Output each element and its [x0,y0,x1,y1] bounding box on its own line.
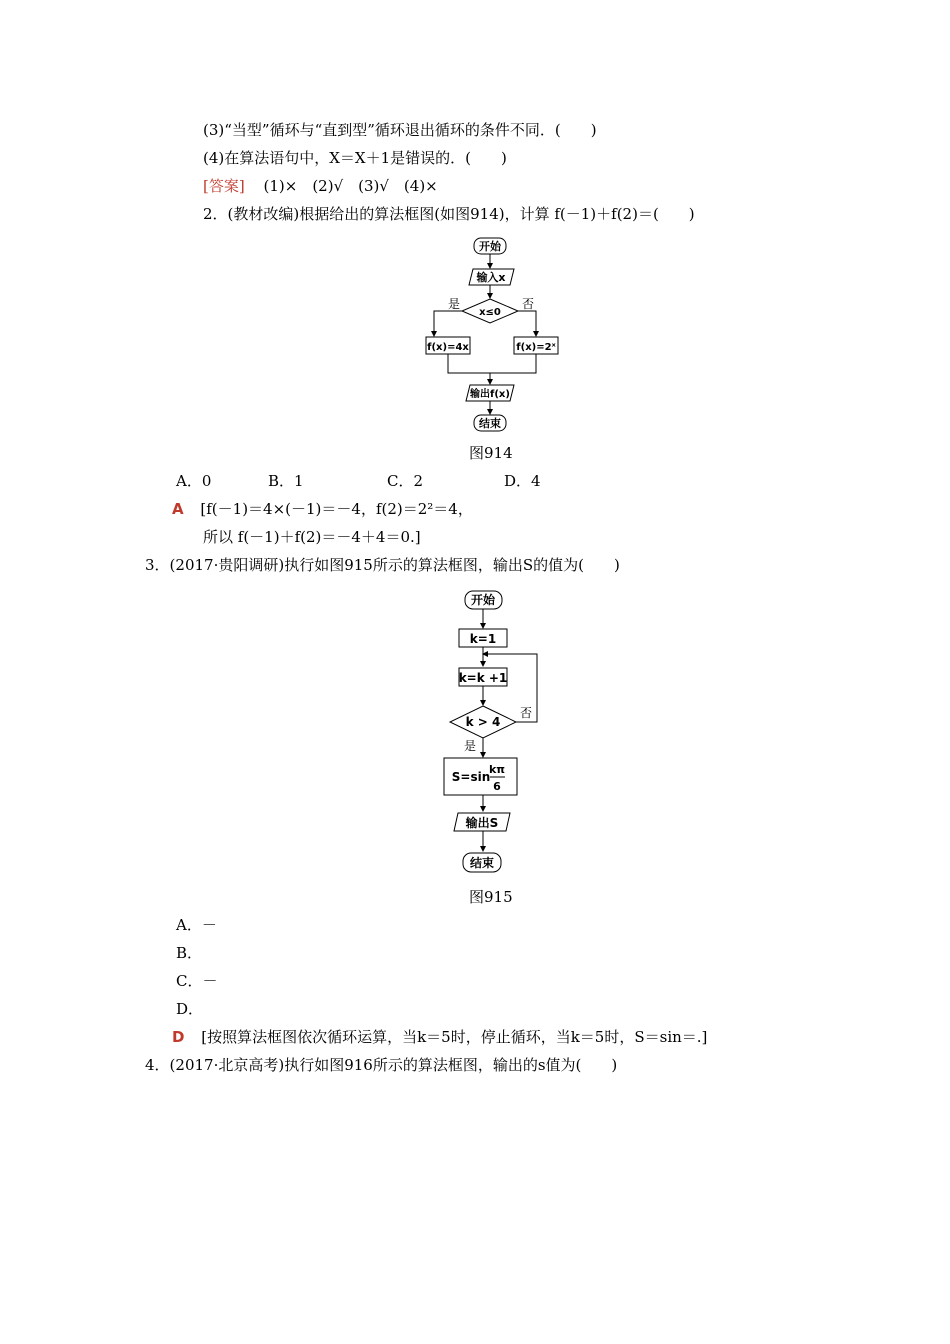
q2-option-c: C．2 [387,472,424,490]
output-label: 输出f(x) [470,389,510,400]
figure-914-caption: 图914 [469,444,513,462]
answer-label: [答案] [203,177,245,195]
no-label: 否 [519,706,533,720]
start-label: 开始 [479,240,501,253]
output-label: 输出S [465,816,499,830]
yes-label: 是 [463,739,477,753]
q3-option-a: A．－ [176,916,217,934]
q3-stem: 3．(2017·贵阳调研)执行如图915所示的算法框图，输出S的值为( ) [145,556,620,574]
q3-option-b: B． [176,944,203,962]
q3-solution-text: [按照算法框图依次循环运算，当k＝5时，停止循环，当k＝5时，S＝sin＝.] [201,1028,708,1046]
condition-label: k > 4 [465,715,501,729]
figure-915-caption: 图915 [469,888,513,906]
q2-answer-letter: A [172,500,184,518]
init-label: k=1 [469,632,497,646]
frac-denominator: 6 [493,780,501,793]
input-label: 输入x [476,271,506,284]
q1-answer [203,176,438,196]
no-label: 否 [521,297,535,311]
start-label: 开始 [470,593,496,607]
q4-stem: 4．(2017·北京高考)执行如图916所示的算法框图，输出的s值为( ) [145,1056,618,1074]
answer-text: (1)× (2)√ (3)√ (4)× [263,177,438,195]
end-label: 结束 [479,417,501,430]
assign-prefix: S=sin [451,770,491,784]
right-box-label: f(x)=2ˣ [516,342,556,353]
q1-item3: (3)“当型”循环与“直到型”循环退出循环的条件不同．( ) [203,121,597,139]
q1-item4: (4)在算法语句中，X＝X＋1是错误的．( ) [203,149,507,167]
q2-stem: 2．(教材改编)根据给出的算法框图(如图914)，计算 f(－1)＋f(2)＝( ) [203,205,695,223]
update-label: k=k +1 [458,671,508,685]
left-box-label: f(x)=4x [427,342,469,353]
frac-numerator: kπ [488,763,506,776]
q2-solution-1 [172,499,473,519]
q3-option-c: C．－ [176,972,218,990]
end-label: 结束 [469,856,495,870]
q3-option-d: D． [176,1000,204,1018]
q2-solution-text-1: [f(－1)＝4×(－1)＝－4，f(2)＝2²＝4， [200,500,473,518]
q2-solution-2: 所以 f(－1)＋f(2)＝－4＋4＝0.] [203,528,421,546]
q2-option-b: B．1 [268,472,304,490]
condition-label: x≤0 [479,307,501,318]
flowchart-915 [430,585,550,880]
yes-label: 是 [447,297,461,311]
q3-answer-letter: D [172,1028,185,1046]
flowchart-914 [400,232,570,437]
q2-option-a: A．0 [176,472,212,490]
q2-option-d: D．4 [504,472,541,490]
q3-solution [172,1027,707,1047]
